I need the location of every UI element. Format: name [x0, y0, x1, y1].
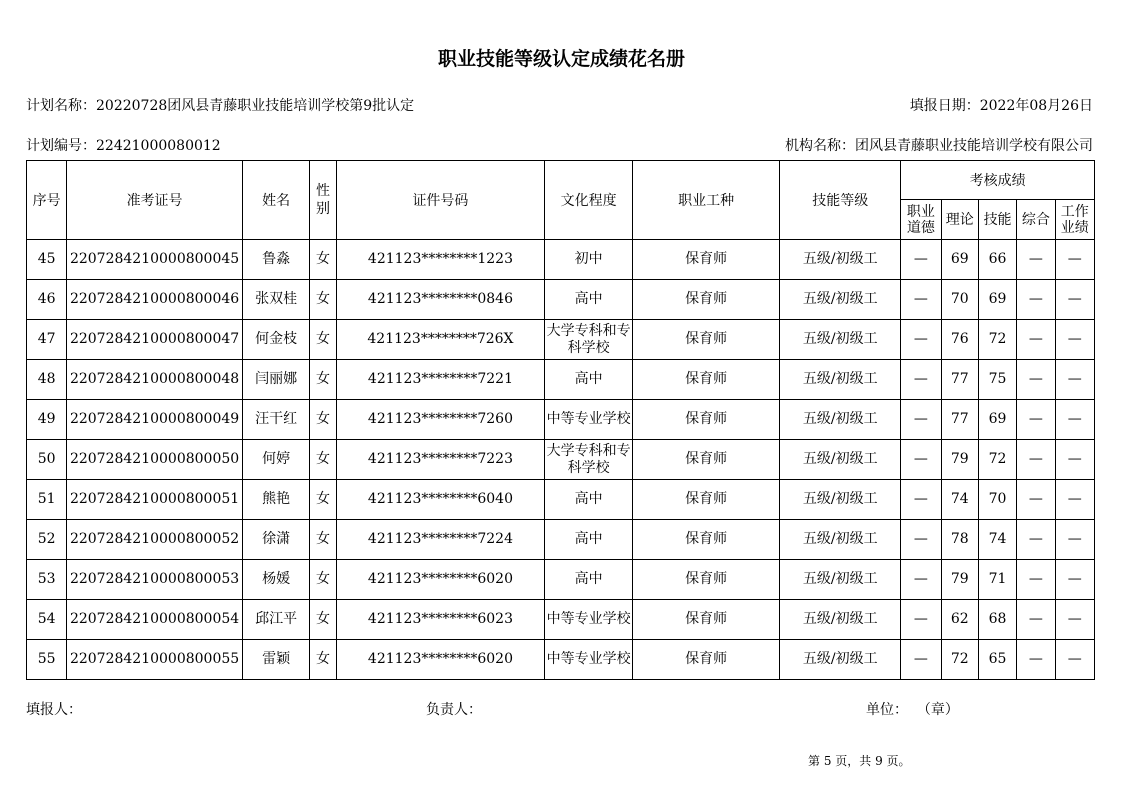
- cell-id-number: 421123********7223: [336, 440, 545, 480]
- cell-theory: 72: [941, 640, 978, 680]
- cell-name: 杨媛: [242, 560, 310, 600]
- cell-ethics: —: [901, 560, 941, 600]
- cell-education: 大学专科和专科学校: [545, 440, 633, 480]
- cell-skill-level: 五级/初级工: [780, 480, 901, 520]
- cell-name: 邱江平: [242, 600, 310, 640]
- cell-name: 何婷: [242, 440, 310, 480]
- header-skill: 技能: [978, 200, 1016, 240]
- cell-occupation: 保育师: [633, 600, 780, 640]
- cell-occupation: 保育师: [633, 360, 780, 400]
- cell-performance: —: [1055, 640, 1094, 680]
- cell-theory: 70: [941, 280, 978, 320]
- cell-performance: —: [1055, 440, 1094, 480]
- cell-gender: 女: [310, 640, 336, 680]
- cell-performance: —: [1055, 480, 1094, 520]
- cell-education: 中等专业学校: [545, 640, 633, 680]
- table-row: [27, 240, 1095, 280]
- cell-skill-level: 五级/初级工: [780, 240, 901, 280]
- cell-skill: 74: [978, 520, 1016, 560]
- cell-gender: 女: [310, 360, 336, 400]
- plan-name: 计划名称：20220728团风县青藤职业技能培训学校第9批认定: [26, 98, 415, 114]
- cell-gender: 女: [310, 240, 336, 280]
- header-gender: 性别: [310, 161, 336, 240]
- cell-performance: —: [1055, 560, 1094, 600]
- cell-name: 闫丽娜: [242, 360, 310, 400]
- header-education: 文化程度: [545, 161, 633, 240]
- cell-name: 熊艳: [242, 480, 310, 520]
- cell-occupation: 保育师: [633, 320, 780, 360]
- table-row: [27, 520, 1095, 560]
- cell-comprehensive: —: [1017, 520, 1055, 560]
- cell-theory: 79: [941, 560, 978, 600]
- cell-name: 雷颖: [242, 640, 310, 680]
- cell-ethics: —: [901, 320, 941, 360]
- cell-seq: 55: [27, 640, 67, 680]
- cell-gender: 女: [310, 520, 336, 560]
- cell-theory: 74: [941, 480, 978, 520]
- cell-performance: —: [1055, 520, 1094, 560]
- cell-education: 大学专科和专科学校: [545, 320, 633, 360]
- responsible-label: 负责人：: [426, 702, 482, 718]
- cell-seq: 51: [27, 480, 67, 520]
- cell-theory: 78: [941, 520, 978, 560]
- table-row: [27, 640, 1095, 680]
- header-scores: 考核成绩: [901, 161, 1095, 200]
- cell-comprehensive: —: [1017, 400, 1055, 440]
- fill-date: 填报日期：2022年08月26日: [909, 98, 1093, 114]
- cell-occupation: 保育师: [633, 480, 780, 520]
- header-id-number: 证件号码: [336, 161, 545, 240]
- cell-skill: 72: [978, 440, 1016, 480]
- cell-exam-id: 2207284210000800048: [67, 360, 242, 400]
- header-comprehensive: 综合: [1017, 200, 1055, 240]
- cell-name: 徐潇: [242, 520, 310, 560]
- cell-skill: 65: [978, 640, 1016, 680]
- cell-education: 中等专业学校: [545, 600, 633, 640]
- cell-theory: 77: [941, 360, 978, 400]
- cell-theory: 69: [941, 240, 978, 280]
- cell-exam-id: 2207284210000800047: [67, 320, 242, 360]
- cell-theory: 76: [941, 320, 978, 360]
- cell-exam-id: 2207284210000800051: [67, 480, 242, 520]
- cell-name: 汪干红: [242, 400, 310, 440]
- cell-ethics: —: [901, 400, 941, 440]
- table-row: [27, 560, 1095, 600]
- cell-seq: 49: [27, 400, 67, 440]
- score-roster-table: [26, 160, 1095, 680]
- cell-performance: —: [1055, 280, 1094, 320]
- cell-id-number: 421123********7221: [336, 360, 545, 400]
- cell-exam-id: 2207284210000800046: [67, 280, 242, 320]
- cell-id-number: 421123********726X: [336, 320, 545, 360]
- cell-exam-id: 2207284210000800052: [67, 520, 242, 560]
- cell-ethics: —: [901, 520, 941, 560]
- cell-gender: 女: [310, 280, 336, 320]
- cell-skill: 69: [978, 400, 1016, 440]
- cell-comprehensive: —: [1017, 480, 1055, 520]
- cell-exam-id: 2207284210000800054: [67, 600, 242, 640]
- cell-skill-level: 五级/初级工: [780, 600, 901, 640]
- header-ethics: 职业道德: [901, 200, 941, 240]
- cell-occupation: 保育师: [633, 520, 780, 560]
- cell-seq: 53: [27, 560, 67, 600]
- header-performance: 工作业绩: [1055, 200, 1094, 240]
- cell-id-number: 421123********7224: [336, 520, 545, 560]
- cell-theory: 62: [941, 600, 978, 640]
- cell-occupation: 保育师: [633, 440, 780, 480]
- cell-id-number: 421123********1223: [336, 240, 545, 280]
- cell-skill-level: 五级/初级工: [780, 560, 901, 600]
- cell-occupation: 保育师: [633, 560, 780, 600]
- cell-skill: 70: [978, 480, 1016, 520]
- cell-education: 初中: [545, 240, 633, 280]
- cell-skill: 72: [978, 320, 1016, 360]
- cell-gender: 女: [310, 440, 336, 480]
- cell-comprehensive: —: [1017, 640, 1055, 680]
- cell-skill-level: 五级/初级工: [780, 520, 901, 560]
- cell-ethics: —: [901, 600, 941, 640]
- cell-performance: —: [1055, 400, 1094, 440]
- table-row: [27, 400, 1095, 440]
- cell-gender: 女: [310, 560, 336, 600]
- cell-occupation: 保育师: [633, 240, 780, 280]
- cell-id-number: 421123********0846: [336, 280, 545, 320]
- page-title: 职业技能等级认定成绩花名册: [437, 48, 685, 70]
- table-row: [27, 280, 1095, 320]
- cell-occupation: 保育师: [633, 400, 780, 440]
- cell-seq: 52: [27, 520, 67, 560]
- cell-exam-id: 2207284210000800053: [67, 560, 242, 600]
- cell-skill: 69: [978, 280, 1016, 320]
- cell-education: 高中: [545, 560, 633, 600]
- cell-seq: 46: [27, 280, 67, 320]
- cell-skill-level: 五级/初级工: [780, 400, 901, 440]
- page-indicator: 第 5 页，共 9 页。: [808, 754, 911, 768]
- header-occupation: 职业工种: [633, 161, 780, 240]
- cell-skill-level: 五级/初级工: [780, 280, 901, 320]
- cell-seq: 50: [27, 440, 67, 480]
- cell-gender: 女: [310, 480, 336, 520]
- header-exam-id: 准考证号: [67, 161, 242, 240]
- table-row: [27, 320, 1095, 360]
- cell-ethics: —: [901, 360, 941, 400]
- cell-ethics: —: [901, 440, 941, 480]
- cell-skill: 68: [978, 600, 1016, 640]
- org-name: 机构名称：团风县青藤职业技能培训学校有限公司: [785, 138, 1093, 154]
- cell-id-number: 421123********6023: [336, 600, 545, 640]
- cell-comprehensive: —: [1017, 440, 1055, 480]
- cell-comprehensive: —: [1017, 600, 1055, 640]
- cell-exam-id: 2207284210000800055: [67, 640, 242, 680]
- cell-id-number: 421123********6040: [336, 480, 545, 520]
- cell-skill-level: 五级/初级工: [780, 440, 901, 480]
- cell-seq: 48: [27, 360, 67, 400]
- cell-comprehensive: —: [1017, 320, 1055, 360]
- cell-education: 高中: [545, 360, 633, 400]
- cell-education: 高中: [545, 280, 633, 320]
- cell-skill: 66: [978, 240, 1016, 280]
- cell-exam-id: 2207284210000800045: [67, 240, 242, 280]
- cell-education: 中等专业学校: [545, 400, 633, 440]
- cell-name: 鲁淼: [242, 240, 310, 280]
- cell-id-number: 421123********7260: [336, 400, 545, 440]
- cell-gender: 女: [310, 600, 336, 640]
- table-row: [27, 440, 1095, 480]
- cell-seq: 45: [27, 240, 67, 280]
- table-row: [27, 360, 1095, 400]
- cell-gender: 女: [310, 320, 336, 360]
- cell-performance: —: [1055, 360, 1094, 400]
- table-row: [27, 480, 1095, 520]
- cell-comprehensive: —: [1017, 240, 1055, 280]
- cell-education: 高中: [545, 480, 633, 520]
- cell-education: 高中: [545, 520, 633, 560]
- cell-occupation: 保育师: [633, 640, 780, 680]
- table-row: [27, 600, 1095, 640]
- cell-performance: —: [1055, 320, 1094, 360]
- header-seq: 序号: [27, 161, 67, 240]
- cell-performance: —: [1055, 240, 1094, 280]
- unit-stamp-label: 单位： （章）: [866, 702, 959, 718]
- cell-comprehensive: —: [1017, 560, 1055, 600]
- cell-skill-level: 五级/初级工: [780, 360, 901, 400]
- cell-id-number: 421123********6020: [336, 560, 545, 600]
- cell-theory: 79: [941, 440, 978, 480]
- cell-comprehensive: —: [1017, 360, 1055, 400]
- cell-id-number: 421123********6020: [336, 640, 545, 680]
- cell-ethics: —: [901, 240, 941, 280]
- cell-name: 张双桂: [242, 280, 310, 320]
- cell-skill: 75: [978, 360, 1016, 400]
- cell-skill-level: 五级/初级工: [780, 320, 901, 360]
- header-theory: 理论: [941, 200, 978, 240]
- filler-label: 填报人：: [26, 702, 82, 718]
- cell-name: 何金枝: [242, 320, 310, 360]
- cell-ethics: —: [901, 640, 941, 680]
- header-name: 姓名: [242, 161, 310, 240]
- cell-ethics: —: [901, 480, 941, 520]
- cell-seq: 47: [27, 320, 67, 360]
- cell-occupation: 保育师: [633, 280, 780, 320]
- cell-gender: 女: [310, 400, 336, 440]
- cell-seq: 54: [27, 600, 67, 640]
- cell-skill-level: 五级/初级工: [780, 640, 901, 680]
- cell-ethics: —: [901, 280, 941, 320]
- cell-exam-id: 2207284210000800049: [67, 400, 242, 440]
- cell-comprehensive: —: [1017, 280, 1055, 320]
- cell-theory: 77: [941, 400, 978, 440]
- cell-skill: 71: [978, 560, 1016, 600]
- header-skill-level: 技能等级: [780, 161, 901, 240]
- cell-performance: —: [1055, 600, 1094, 640]
- cell-exam-id: 2207284210000800050: [67, 440, 242, 480]
- plan-number: 计划编号：22421000080012: [26, 138, 221, 154]
